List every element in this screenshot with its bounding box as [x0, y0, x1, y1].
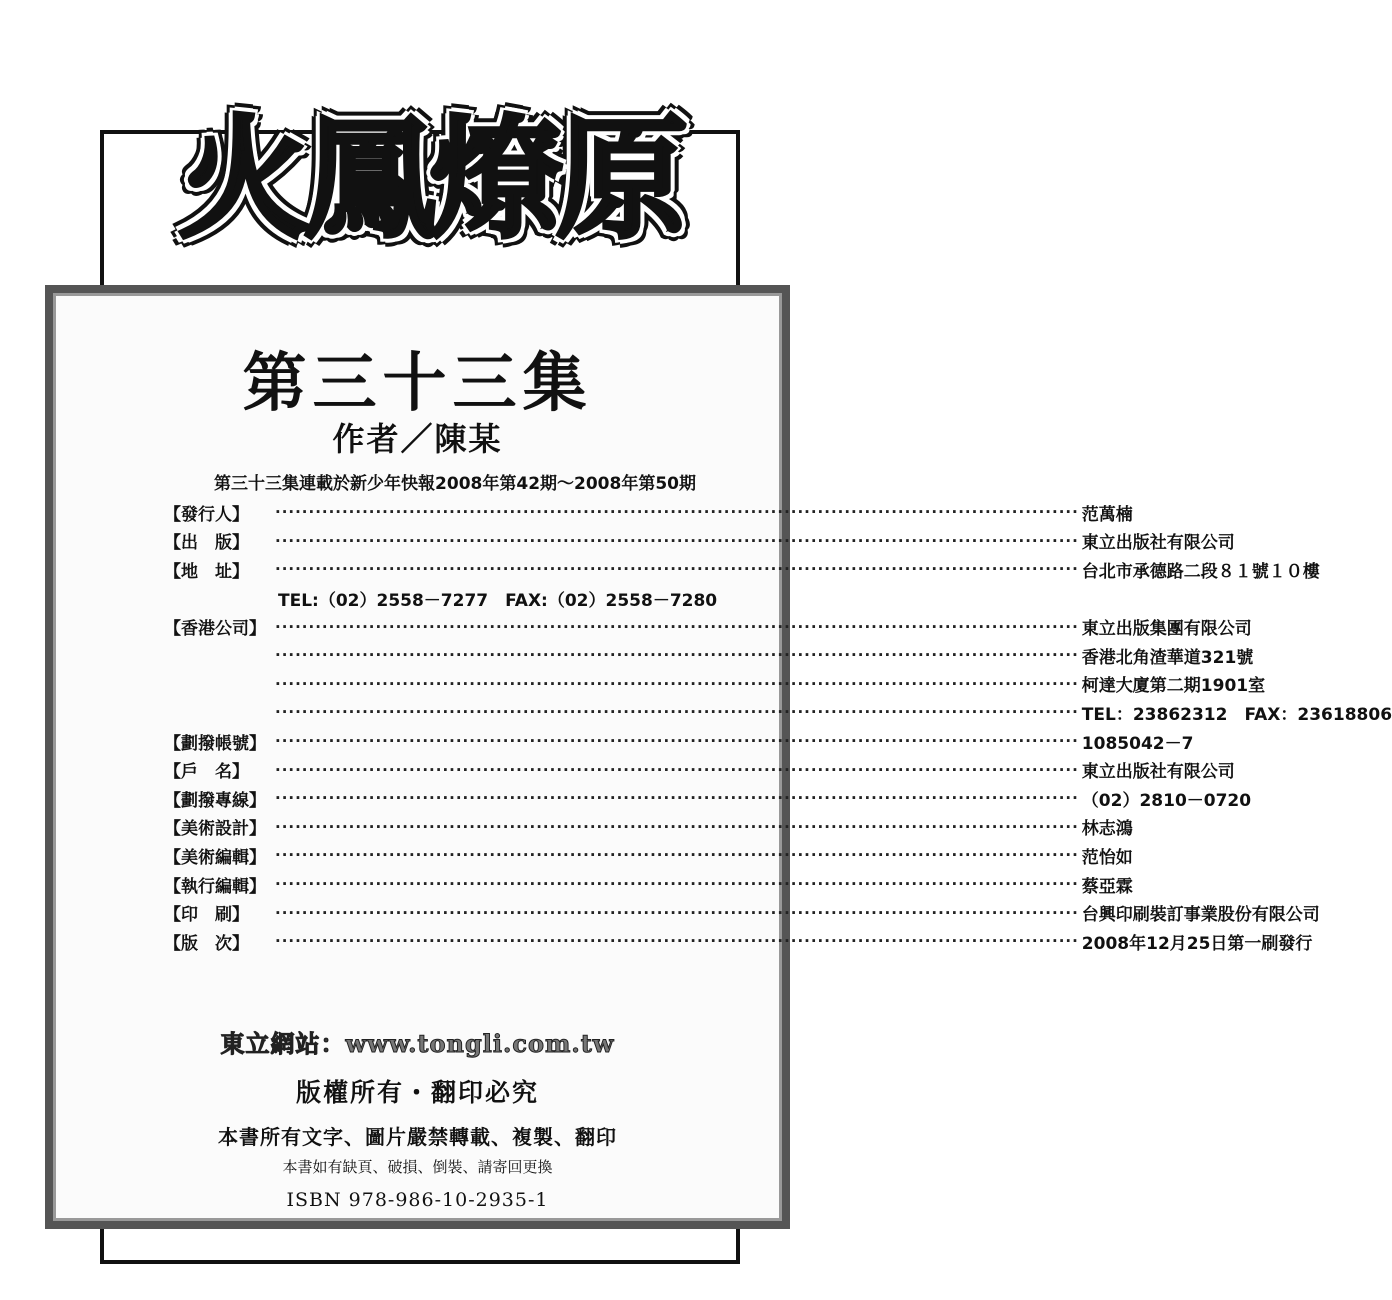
info-row	[164, 584, 718, 613]
info-row-label: 【香港公司】	[164, 619, 266, 640]
info-row-value: TEL:（02）2558－7277 FAX:（02）2558－7280	[278, 590, 718, 611]
info-row-label: 【戶 名】	[164, 762, 249, 783]
info-row-value: 2008年12月25日第一刷發行	[1081, 933, 1313, 954]
leader-dots: ························································································································	[275, 560, 1079, 579]
info-row-label: 【印 刷】	[164, 905, 249, 926]
info-row-value: TEL：23862312 FAX：23618806	[1081, 704, 1392, 725]
website-line: 東立網站：www.tongli.com.tw	[220, 1029, 615, 1058]
author-line: 作者／陳某	[332, 420, 503, 458]
leader-dots: ························································································································	[275, 875, 1079, 894]
info-row-label: 【劃撥帳號】	[164, 733, 266, 754]
info-row	[164, 927, 1313, 956]
info-row	[164, 813, 1133, 842]
leader-dots: ························································································································	[275, 646, 1079, 665]
info-row	[164, 898, 1320, 927]
info-row	[164, 755, 1235, 784]
leader-dots: ························································································································	[275, 932, 1079, 951]
leader-dots: ························································································································	[275, 760, 1079, 779]
info-row	[164, 527, 1235, 556]
isbn: ISBN 978-986-10-2935-1	[286, 1189, 549, 1211]
info-row-value: 台興印刷裝訂事業股份有限公司	[1081, 905, 1320, 926]
info-row-value: 東立出版社有限公司	[1081, 533, 1235, 554]
info-row-value: 范萬楠	[1081, 504, 1133, 525]
info-row-value: 蔡亞霖	[1081, 876, 1133, 897]
info-row-label: 【執行編輯】	[164, 876, 266, 897]
info-row-value: （02）2810－0720	[1081, 790, 1252, 811]
info-row-value: 1085042－7	[1081, 733, 1194, 754]
info-row	[164, 870, 1133, 899]
leader-dots: ························································································································	[275, 846, 1079, 865]
leader-dots: ························································································································	[275, 503, 1079, 522]
leader-dots: ························································································································	[275, 732, 1079, 751]
leader-dots: ························································································································	[275, 817, 1079, 836]
info-row-label: 【美術編輯】	[164, 847, 266, 868]
info-row-value: 東立出版社有限公司	[1081, 762, 1235, 783]
colophon-panel	[45, 285, 1392, 1229]
leader-dots: ························································································································	[275, 703, 1079, 722]
info-row	[164, 670, 1266, 699]
info-row-label: 【發行人】	[164, 504, 249, 525]
info-row	[164, 555, 1320, 584]
info-row	[164, 612, 1252, 641]
serialization-note: 第三十三集連載於新少年快報2008年第42期～2008年第50期	[214, 474, 696, 494]
info-row-label: 【美術設計】	[164, 819, 266, 840]
series-title-banner	[120, 58, 740, 278]
leader-dots: ························································································································	[275, 617, 1079, 636]
publication-info-list	[164, 498, 1392, 956]
info-row	[164, 641, 1254, 670]
info-row-value: 香港北角渣華道321號	[1081, 647, 1254, 668]
info-row-label: 【劃撥專線】	[164, 790, 266, 811]
info-row-label: 【地 址】	[164, 561, 249, 582]
return-notice: 本書如有缺頁、破損、倒裝、請寄回更換	[282, 1158, 553, 1176]
info-row	[164, 841, 1133, 870]
copyright-notice: 版權所有・翻印必究	[295, 1078, 539, 1107]
volume-title: 第三十三集	[242, 346, 593, 421]
colophon-footer	[56, 1024, 779, 1211]
leader-dots: ························································································································	[275, 531, 1079, 550]
info-row	[164, 727, 1194, 756]
info-row-value: 台北市承德路二段８１號１０樓	[1081, 561, 1320, 582]
info-row-value: 柯達大廈第二期1901室	[1081, 676, 1266, 697]
leader-dots: ························································································································	[275, 789, 1079, 808]
info-row-label: 【版 次】	[164, 933, 249, 954]
reproduction-notice: 本書所有文字、圖片嚴禁轉載、複製、翻印	[218, 1125, 617, 1149]
colophon-panel-inner	[53, 293, 1392, 1221]
info-row	[164, 784, 1252, 813]
info-row	[164, 498, 1133, 527]
leader-dots: ························································································································	[275, 674, 1079, 693]
info-row	[164, 698, 1392, 727]
info-row-label: 【出 版】	[164, 533, 249, 554]
series-title: 火鳳燎原	[178, 103, 682, 257]
leader-dots: ························································································································	[275, 903, 1079, 922]
info-row-value: 東立出版集團有限公司	[1081, 619, 1252, 640]
info-row-value: 林志鴻	[1081, 819, 1133, 840]
info-row-value: 范怡如	[1081, 847, 1133, 868]
